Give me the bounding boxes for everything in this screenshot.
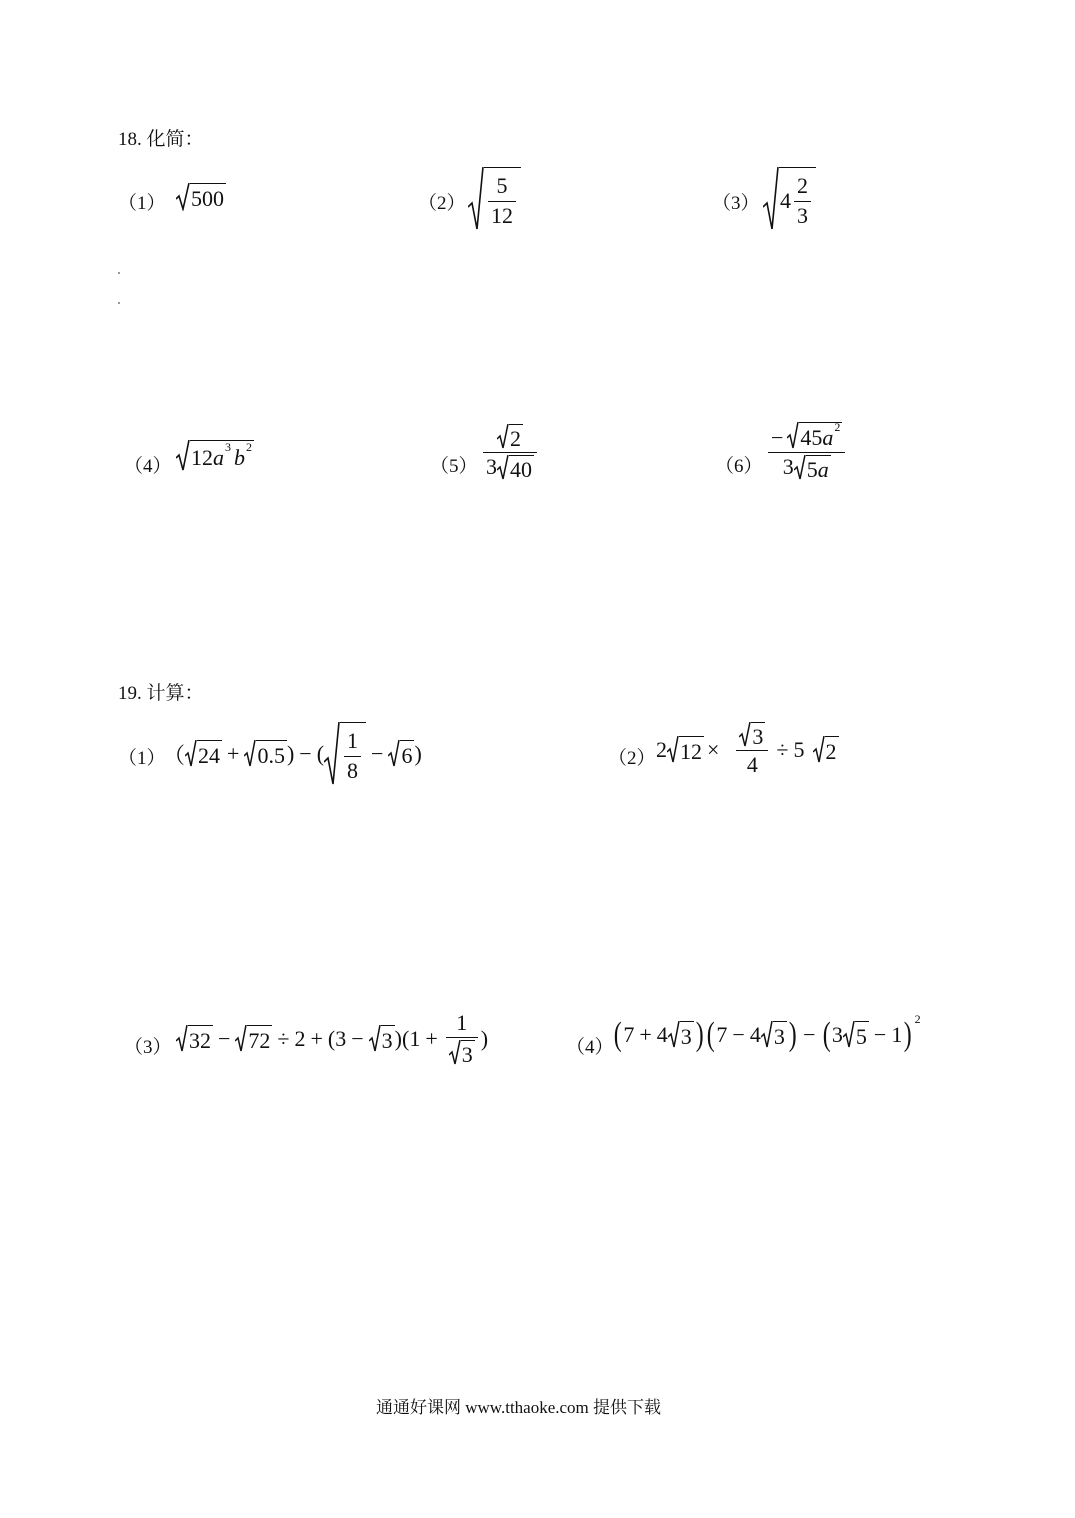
sqrt-symbol: 12 a 3 b 2 (176, 440, 254, 472)
q19-1-expression: （ 24 + 0.5 ) − ( $\frac{1}{8}$ − 6 ) (163, 722, 422, 786)
q19-2-label: （2） (608, 748, 656, 769)
sqrt-symbol (176, 183, 226, 211)
fraction: − 45 a 2 3 5 a (768, 422, 845, 481)
q19-1-label: （1） (118, 748, 166, 769)
radicand: 500 (190, 183, 226, 211)
q18-5-expression (480, 424, 540, 481)
q19-3-expression: 32 − 72 ÷ 2 + (3 − 3 )(1 + $\frac{1}{3}$ ) (176, 1011, 488, 1066)
q18-heading: 18. 化简： (118, 129, 204, 150)
q19-2-expression: 2 12 × $\frac{3}{4}$ ÷ 5 2 (656, 724, 837, 778)
q18-4-expression (176, 440, 254, 472)
q19-heading: 19. 计算： (118, 683, 204, 704)
q18-2-expression (468, 167, 521, 231)
q18-5-label: （5） (430, 456, 478, 477)
q19-4-label: （4） (566, 1037, 614, 1058)
q18-1-label: （1） (118, 193, 166, 214)
q19-3-label: （3） (124, 1037, 172, 1058)
q18-3-label: （3） (712, 193, 760, 214)
q18-1-expression (176, 183, 226, 211)
footer-text: 通通好课网 www.tthaoke.com 提供下载 (376, 1398, 662, 1417)
q18-6-expression (765, 422, 848, 481)
fraction: $\frac{5}{12}$ (488, 174, 516, 227)
q18-4-label: （4） (124, 456, 172, 477)
q18-2-label: （2） (418, 193, 466, 214)
q18-3-expression (763, 167, 816, 231)
fraction: 2 3 40 (483, 424, 537, 481)
q18-6-label: （6） (715, 456, 763, 477)
fraction: $\frac{2}{3}$ (794, 174, 811, 227)
sqrt-symbol (468, 167, 521, 231)
q19-4-expression: ( 7 + 4 3 ) ( 7 − 4 3 ) − ( 3 5 − 1 ) 2 (613, 1011, 921, 1053)
sqrt-symbol: 4 $\frac{2}{3}$ (763, 167, 816, 231)
